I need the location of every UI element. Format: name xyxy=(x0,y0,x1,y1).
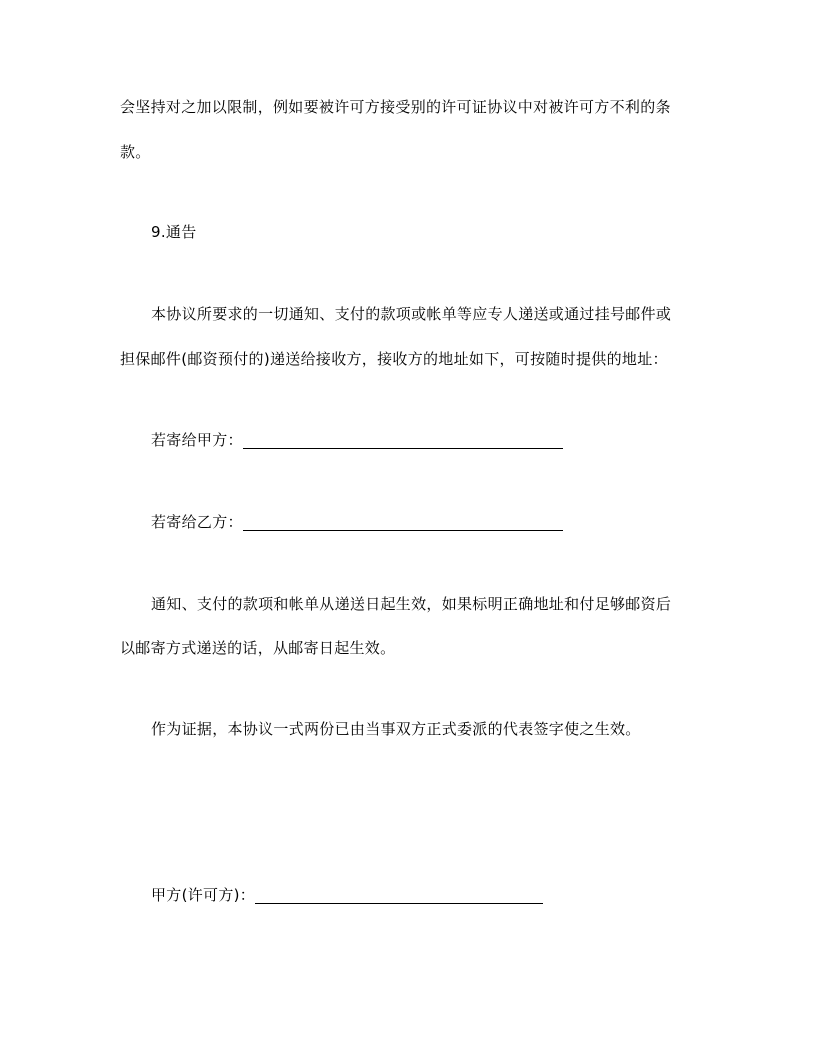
paragraph-line: 款。 xyxy=(120,143,151,161)
paragraph-line: 作为证据，本协议一式两份已由当事双方正式委派的代表签字使之生效。 xyxy=(151,720,641,738)
address-field-party-b xyxy=(151,511,563,533)
signature-blank-party-a[interactable] xyxy=(255,887,543,904)
paragraph-line: 本协议所要求的一切通知、支付的款项或帐单等应专人递送或通过挂号邮件或 xyxy=(151,305,672,323)
paragraph-line: 通知、支付的款项和帐单从递送日起生效，如果标明正确地址和付足够邮资后 xyxy=(151,595,672,613)
address-label-party-b: 若寄给乙方： xyxy=(151,513,243,531)
paragraph-line: 担保邮件(邮资预付的)递送给接收方，接收方的地址如下，可按随时提供的地址： xyxy=(120,350,668,368)
signature-field-party-a xyxy=(151,884,543,906)
address-field-party-a xyxy=(151,429,563,451)
signature-label-party-a: 甲方(许可方)： xyxy=(151,886,256,904)
section-heading: 9.通告 xyxy=(151,223,197,241)
paragraph-line: 以邮寄方式递送的话，从邮寄日起生效。 xyxy=(120,639,396,657)
address-blank-party-a[interactable] xyxy=(243,432,563,449)
paragraph-line: 会坚持对之加以限制，例如要被许可方接受别的许可证协议中对被许可方不利的条 xyxy=(120,98,671,116)
address-label-party-a: 若寄给甲方： xyxy=(151,431,243,449)
address-blank-party-b[interactable] xyxy=(243,514,563,531)
